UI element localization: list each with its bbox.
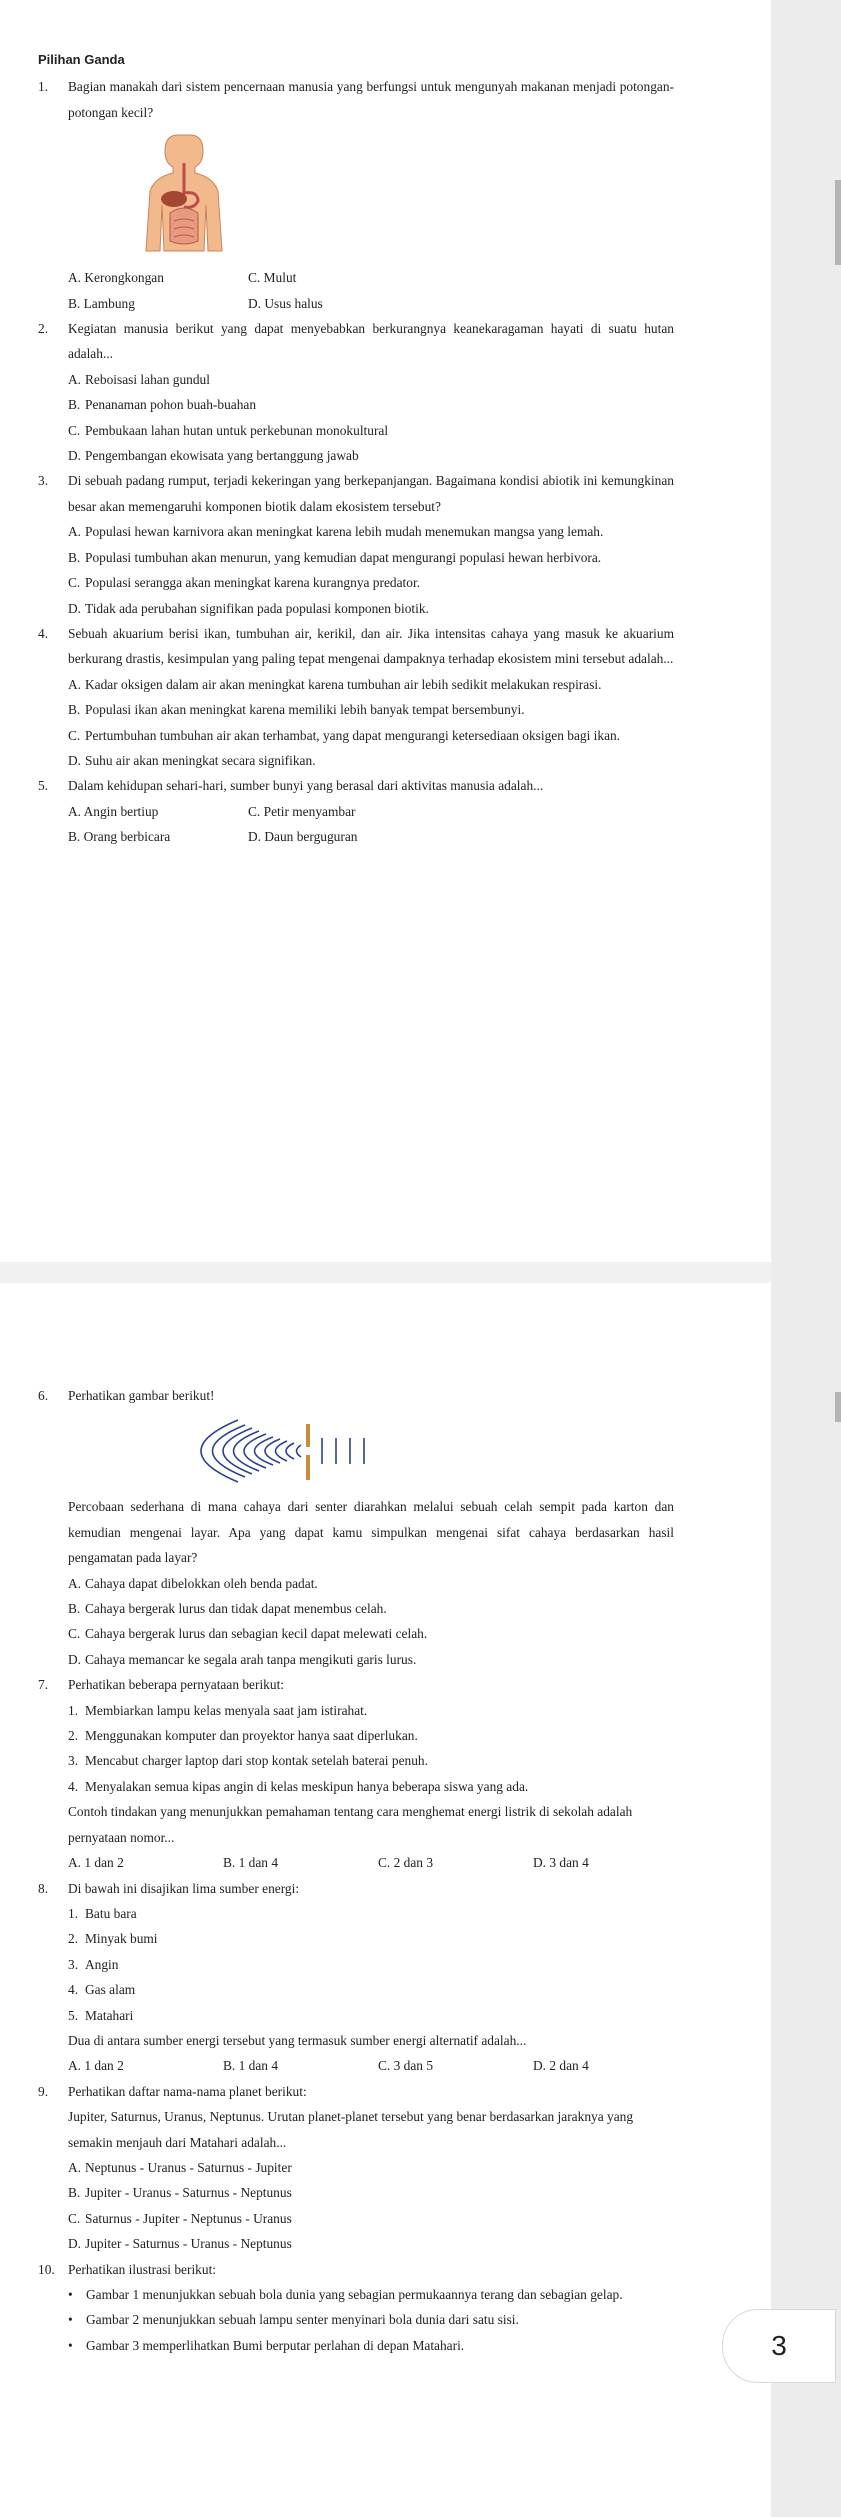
question-body: Contoh tindakan yang menunjukkan pemahaman tentang cara menghemat energi listrik di sekolah adalah pernyataan nomor... bbox=[68, 1804, 633, 1845]
option-c[interactable] bbox=[38, 2206, 674, 2231]
option-letter: B. bbox=[68, 702, 81, 718]
option-letter: D. bbox=[68, 448, 82, 464]
option-letter: D. bbox=[68, 600, 82, 616]
option-d[interactable]: D. Daun berguguran bbox=[248, 829, 358, 845]
item-number: 2. bbox=[68, 1728, 79, 1744]
item-text: Gambar 3 memperlihatkan Bumi berputar perlahan di depan Matahari. bbox=[86, 2337, 465, 2353]
item-number: 2. bbox=[68, 1931, 79, 1947]
section-heading: Pilihan Ganda bbox=[38, 52, 125, 67]
list-item bbox=[68, 1698, 674, 1723]
option-letter: C. bbox=[68, 422, 81, 438]
option-text: Penanaman pohon buah-buahan bbox=[85, 397, 257, 413]
option-text: Populasi tumbuhan akan menurun, yang kemudian dapat mengurangi populasi hewan herbivora. bbox=[85, 549, 602, 565]
option-a[interactable]: A. Angin bertiup bbox=[68, 803, 159, 819]
option-text: Kadar oksigen dalam air akan meningkat karena tumbuhan air lebih sedikit melakukan respirasi. bbox=[85, 676, 602, 692]
question-number: 3. bbox=[38, 473, 49, 489]
item-number: 4. bbox=[68, 1982, 79, 1998]
item-text: Menyalakan semua kipas angin di kelas meskipun hanya beberapa siswa yang ada. bbox=[85, 1778, 529, 1794]
question-text: Perhatikan beberapa pernyataan berikut: bbox=[68, 1677, 285, 1693]
list-item bbox=[68, 1748, 674, 1773]
list-item bbox=[68, 1774, 674, 1799]
list-item bbox=[68, 1723, 674, 1748]
question-7 bbox=[38, 1672, 674, 1697]
question-5 bbox=[38, 773, 674, 798]
option-d[interactable] bbox=[38, 1647, 674, 1672]
question-text: Perhatikan ilustrasi berikut: bbox=[68, 2261, 217, 2277]
option-a[interactable]: A. Kerongkongan bbox=[68, 270, 164, 286]
option-text: Pengembangan ekowisata yang bertanggung jawab bbox=[85, 448, 359, 464]
option-letter: B. bbox=[68, 549, 81, 565]
option-a[interactable]: A. 1 dan 2 bbox=[68, 2058, 124, 2074]
question-6 bbox=[38, 1383, 674, 1408]
option-text: Suhu air akan meningkat secara signifikan. bbox=[85, 752, 316, 768]
option-letter: C. bbox=[68, 1626, 81, 1642]
option-text: Pertumbuhan tumbuhan air akan terhambat, yang dapat mengurangi ketersediaan oksigen bagi ikan. bbox=[85, 727, 621, 743]
option-b[interactable]: B. Orang berbicara bbox=[68, 829, 171, 845]
option-d[interactable]: D. 3 dan 4 bbox=[533, 1855, 589, 1871]
option-letter: B. bbox=[68, 1601, 81, 1617]
question-9 bbox=[38, 2079, 674, 2104]
item-text: Angin bbox=[85, 1956, 119, 1972]
viewer-sidebar bbox=[771, 0, 841, 2517]
question-number: 1. bbox=[38, 79, 49, 95]
option-letter: B. bbox=[68, 397, 81, 413]
item-text: Membiarkan lampu kelas menyala saat jam istirahat. bbox=[85, 1702, 368, 1718]
question-body: Dua di antara sumber energi tersebut yang termasuk sumber energi alternatif adalah... bbox=[68, 2032, 527, 2048]
option-c[interactable] bbox=[38, 418, 674, 443]
option-b[interactable] bbox=[38, 392, 674, 417]
question-1 bbox=[38, 74, 674, 125]
question-4 bbox=[38, 621, 674, 672]
option-a[interactable] bbox=[38, 367, 674, 392]
option-a[interactable] bbox=[38, 672, 674, 697]
option-a[interactable] bbox=[38, 1571, 674, 1596]
option-d[interactable] bbox=[38, 443, 674, 468]
question-number: 10. bbox=[38, 2261, 55, 2277]
option-d[interactable] bbox=[38, 748, 674, 773]
option-c[interactable]: C. Mulut bbox=[248, 270, 297, 286]
q5-options bbox=[38, 799, 674, 850]
option-letter: C. bbox=[68, 575, 81, 591]
list-item bbox=[68, 2282, 674, 2307]
option-text: Jupiter - Uranus - Saturnus - Neptunus bbox=[85, 2185, 292, 2201]
item-text: Mencabut charger laptop dari stop kontak setelah baterai penuh. bbox=[85, 1753, 428, 1769]
option-letter: C. bbox=[68, 2210, 81, 2226]
item-text: Minyak bumi bbox=[85, 1931, 158, 1947]
list-item bbox=[68, 1901, 674, 1926]
item-text: Gambar 2 menunjukkan sebuah lampu senter menyinari bola dunia dari satu sisi. bbox=[86, 2312, 519, 2328]
option-c[interactable] bbox=[38, 1621, 674, 1646]
q7-options bbox=[38, 1850, 674, 1875]
question-number: 5. bbox=[38, 778, 49, 794]
question-3 bbox=[38, 468, 674, 519]
option-letter: A. bbox=[68, 1575, 82, 1591]
option-text: Tidak ada perubahan signifikan pada populasi komponen biotik. bbox=[85, 600, 429, 616]
question-10 bbox=[38, 2257, 674, 2282]
q8-options bbox=[38, 2053, 674, 2078]
question-body: Jupiter, Saturnus, Uranus, Neptunus. Urutan planet-planet tersebut yang benar berdasarkan jaraknya yang semakin menjauh dari Matahari adalah... bbox=[68, 2109, 634, 2150]
item-number: 1. bbox=[68, 1905, 79, 1921]
page-1 bbox=[0, 0, 771, 1262]
question-number: 9. bbox=[38, 2083, 49, 2099]
digestive-system-figure bbox=[38, 125, 674, 265]
question-text: Di sebuah padang rumput, terjadi kekeringan yang berkepanjangan. Bagaimana kondisi abiotik ini kemungkinan besar akan memengaruhi komponen biotik dalam ekosistem tersebut? bbox=[68, 473, 674, 514]
page-1-content bbox=[38, 47, 674, 850]
item-text: Gas alam bbox=[85, 1982, 136, 1998]
list-item bbox=[68, 1926, 674, 1951]
option-d[interactable]: D. Usus halus bbox=[248, 295, 323, 311]
option-b[interactable] bbox=[38, 1596, 674, 1621]
option-c[interactable] bbox=[38, 723, 674, 748]
list-item bbox=[68, 1952, 674, 1977]
question-8 bbox=[38, 1876, 674, 1901]
item-text: Gambar 1 menunjukkan sebuah bola dunia yang sebagian permukaannya terang dan sebagian gelap. bbox=[86, 2287, 623, 2302]
option-letter: B. bbox=[68, 2185, 81, 2201]
option-b[interactable] bbox=[38, 545, 674, 570]
option-b[interactable]: B. 1 dan 4 bbox=[223, 2058, 279, 2074]
page-2-content bbox=[38, 1383, 674, 2358]
option-a[interactable] bbox=[38, 2155, 674, 2180]
bullet-icon: • bbox=[68, 2287, 73, 2302]
option-text: Jupiter - Saturnus - Uranus - Neptunus bbox=[85, 2236, 292, 2252]
option-letter: A. bbox=[68, 2159, 82, 2175]
option-c[interactable]: C. Petir menyambar bbox=[248, 803, 356, 819]
option-letter: D. bbox=[68, 1651, 82, 1667]
list-item bbox=[68, 2333, 674, 2358]
q1-options bbox=[38, 265, 674, 316]
option-letter: D. bbox=[68, 752, 82, 768]
question-number: 6. bbox=[38, 1388, 49, 1403]
question-text: Sebuah akuarium berisi ikan, tumbuhan air, kerikil, dan air. Jika intensitas cahaya yang masuk ke akuarium berkurang drastis, kesimpulan yang paling tepat mengenai dampaknya terhadap ekosistem mini tersebut adalah... bbox=[68, 625, 674, 667]
item-number: 1. bbox=[68, 1702, 79, 1718]
illustration-list bbox=[38, 2282, 674, 2358]
option-text: Saturnus - Jupiter - Neptunus - Uranus bbox=[85, 2210, 292, 2226]
item-text: Matahari bbox=[85, 2007, 134, 2023]
option-text: Cahaya memancar ke segala arah tanpa mengikuti garis lurus. bbox=[85, 1651, 417, 1667]
statement-list bbox=[38, 1698, 674, 1800]
digestive-system-illustration bbox=[38, 125, 674, 265]
option-letter: D. bbox=[68, 2236, 82, 2252]
option-c[interactable] bbox=[38, 570, 674, 595]
option-b[interactable]: B. Lambung bbox=[68, 295, 135, 311]
light-slit-figure bbox=[38, 1408, 674, 1494]
option-a[interactable]: A. 1 dan 2 bbox=[68, 1855, 124, 1871]
question-body: Percobaan sederhana di mana cahaya dari senter diarahkan melalui sebuah celah sempit pada karton dan kemudian mengenai layar. Apa yang dapat kamu simpulkan mengenai sifat cahaya berdasarkan hasil pengamatan pada layar? bbox=[68, 1499, 674, 1566]
item-text: Menggunakan komputer dan proyektor hanya saat diperlukan. bbox=[85, 1728, 418, 1744]
item-number: 3. bbox=[68, 1753, 79, 1769]
option-text: Populasi hewan karnivora akan meningkat karena lebih mudah menemukan mangsa yang lemah. bbox=[85, 524, 604, 540]
option-b[interactable] bbox=[38, 2180, 674, 2205]
option-text: Populasi ikan akan meningkat karena memiliki lebih banyak tempat bersembunyi. bbox=[85, 702, 525, 718]
question-text: Bagian manakah dari sistem pencernaan manusia yang berfungsi untuk mengunyah makanan menjadi potongan-potongan kecil? bbox=[68, 79, 674, 120]
scroll-marker-1[interactable] bbox=[835, 180, 841, 265]
option-d[interactable] bbox=[38, 2231, 674, 2256]
option-text: Cahaya bergerak lurus dan sebagian kecil dapat melewati celah. bbox=[85, 1626, 428, 1642]
scroll-marker-2[interactable] bbox=[835, 1392, 841, 1422]
list-item bbox=[68, 1977, 674, 2002]
option-text: Cahaya dapat dibelokkan oleh benda padat. bbox=[85, 1575, 318, 1591]
option-text: Reboisasi lahan gundul bbox=[85, 371, 210, 387]
list-item bbox=[68, 2003, 674, 2028]
list-item bbox=[68, 2307, 674, 2332]
page-number-indicator[interactable]: 3 bbox=[722, 2309, 836, 2383]
question-text: Perhatikan gambar berikut! bbox=[68, 1388, 215, 1403]
item-text: Batu bara bbox=[85, 1905, 137, 1921]
question-text: Di bawah ini disajikan lima sumber energi: bbox=[68, 1880, 300, 1896]
option-text: Cahaya bergerak lurus dan tidak dapat menembus celah. bbox=[85, 1601, 387, 1617]
option-d[interactable]: D. 2 dan 4 bbox=[533, 2058, 589, 2074]
option-c[interactable]: C. 2 dan 3 bbox=[378, 1855, 434, 1871]
option-letter: A. bbox=[68, 371, 82, 387]
question-text: Dalam kehidupan sehari-hari, sumber bunyi yang berasal dari aktivitas manusia adalah... bbox=[68, 778, 544, 794]
question-number: 8. bbox=[38, 1880, 49, 1896]
item-number: 4. bbox=[68, 1778, 79, 1794]
option-b[interactable]: B. 1 dan 4 bbox=[223, 1855, 279, 1871]
option-letter: A. bbox=[68, 676, 82, 692]
option-d[interactable] bbox=[38, 596, 674, 621]
option-b[interactable] bbox=[38, 697, 674, 722]
bullet-icon: • bbox=[68, 2312, 73, 2328]
question-2 bbox=[38, 316, 674, 367]
energy-source-list bbox=[38, 1901, 674, 2028]
option-text: Populasi serangga akan meningkat karena kurangnya predator. bbox=[85, 575, 421, 591]
question-text: Perhatikan daftar nama-nama planet berikut: bbox=[68, 2083, 307, 2099]
light-slit-illustration bbox=[38, 1408, 674, 1494]
option-text: Neptunus - Uranus - Saturnus - Jupiter bbox=[85, 2159, 292, 2175]
bullet-icon: • bbox=[68, 2337, 73, 2353]
option-c[interactable]: C. 3 dan 5 bbox=[378, 2058, 434, 2074]
item-number: 3. bbox=[68, 1956, 79, 1972]
option-letter: A. bbox=[68, 524, 82, 540]
question-text: Kegiatan manusia berikut yang dapat menyebabkan berkurangnya keanekaragaman hayati di suatu hutan adalah... bbox=[68, 321, 674, 362]
option-letter: C. bbox=[68, 727, 81, 743]
question-number: 7. bbox=[38, 1677, 49, 1693]
option-a[interactable] bbox=[38, 519, 674, 544]
question-number: 2. bbox=[38, 321, 49, 337]
item-number: 5. bbox=[68, 2007, 79, 2023]
option-text: Pembukaan lahan hutan untuk perkebunan monokultural bbox=[85, 422, 389, 438]
question-number: 4. bbox=[38, 625, 49, 641]
